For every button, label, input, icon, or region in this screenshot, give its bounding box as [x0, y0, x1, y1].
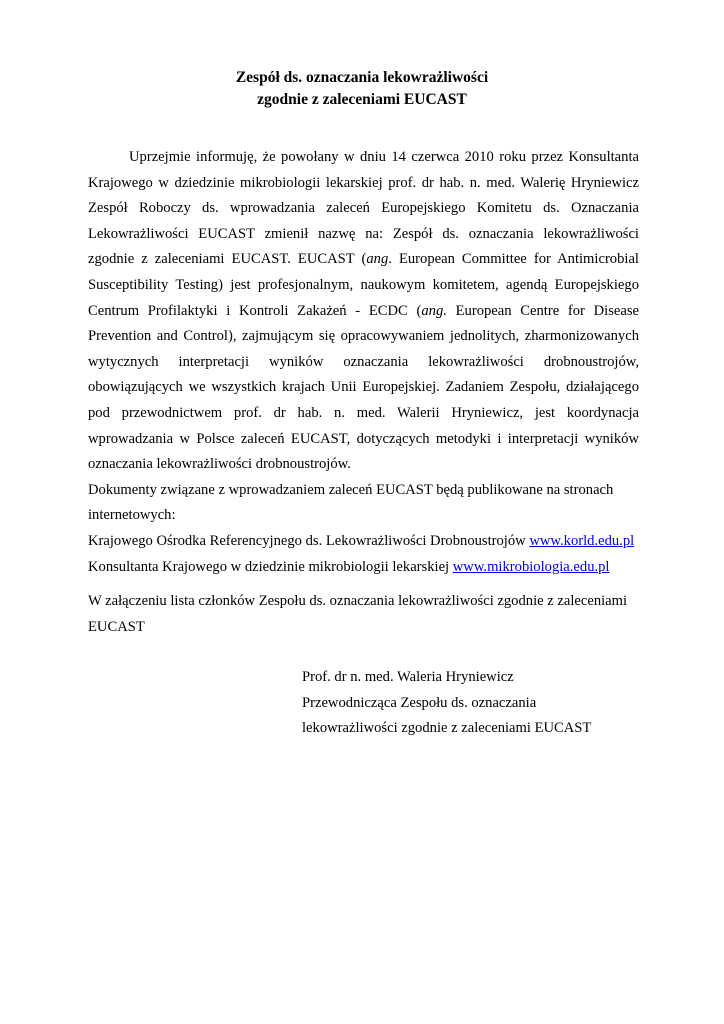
- intro-text-part-3: European Centre for Disease Prevention and Control), zajmującym się opracowywaniem jednolitych, zharmonizowanych wytycznych interpretacji wyników oznaczania lekowrażliwości drobnoustrojów, obowiązujących we wszystkich krajach Unii Europejskiej. Zadaniem Zespołu, działającego pod przewodnictwem prof. dr hab. n. med. Walerii Hryniewicz, jest koordynacja wprowadzania w Polsce zaleceń EUCAST, dotyczących metodyki i interpretacji wyników oznaczania lekowrażliwości drobnoustrojów.: [88, 302, 640, 473]
- documents-line-2: internetowych:: [88, 507, 176, 524]
- intro-paragraph: [88, 145, 639, 478]
- signature-name: Prof. dr n. med. Waleria Hryniewicz: [302, 669, 514, 685]
- title-line-1: Zespół ds. oznaczania lekowrażliwości: [235, 69, 489, 86]
- korld-label: Krajowego Ośrodka Referencyjnego ds. Lekowrażliwości Drobnoustrojów: [88, 532, 530, 549]
- mikrobiologia-link[interactable]: www.mikrobiologia.edu.pl: [452, 558, 610, 575]
- intro-text-part-2: . European Committee for Antimicrobial Susceptibility Testing) jest profesjonalnym, naukowym komitetem, agendą Europejskiego Centrum Profilaktyki i Kontroli Zakażeń - ECDC (: [88, 251, 639, 319]
- korld-link[interactable]: www.korld.edu.pl: [529, 532, 635, 549]
- consultant-line: [88, 555, 639, 581]
- annex-line-2: EUCAST: [88, 618, 145, 635]
- title-line-2: zgodnie z zaleceniami EUCAST: [257, 91, 467, 108]
- ang-abbrev-2: ang.: [421, 302, 447, 319]
- document-title: [0, 67, 724, 111]
- signature-block: [302, 665, 591, 742]
- intro-text-part-1: Uprzejmie informuję, że powołany w dniu 14 czerwca 2010 roku przez Konsultanta Krajowego w dziedzinie mikrobiologii lekarskiej prof. dr hab. n. med. Walerię Hryniewicz Zespół Roboczy ds. wprowadzania zaleceń Europejskiego Komitetu ds. Oznaczania Lekowrażliwości EUCAST zmienił nazwę na: Zespół ds. oznaczania lekowrażliwości zgodnie z zaleceniami EUCAST. EUCAST (: [88, 149, 639, 268]
- signature-role-line-2: lekowrażliwości zgodnie z zaleceniami EUCAST: [302, 720, 592, 737]
- annex-line-1: W załączeniu lista członków Zespołu ds. oznaczania lekowrażliwości zgodnie z zaleceniami: [88, 593, 628, 609]
- signature-role-line-1: Przewodnicząca Zespołu ds. oznaczania: [302, 694, 537, 711]
- ang-abbrev-1: ang: [366, 251, 389, 268]
- korld-line: [88, 529, 639, 555]
- document-body: [88, 145, 639, 580]
- consultant-label: Konsultanta Krajowego w dziedzinie mikrobiologii lekarskiej: [88, 558, 453, 575]
- annex-note: [88, 589, 639, 640]
- documents-line-1: Dokumenty związane z wprowadzaniem zaleceń EUCAST będą publikowane na stronach: [88, 481, 614, 498]
